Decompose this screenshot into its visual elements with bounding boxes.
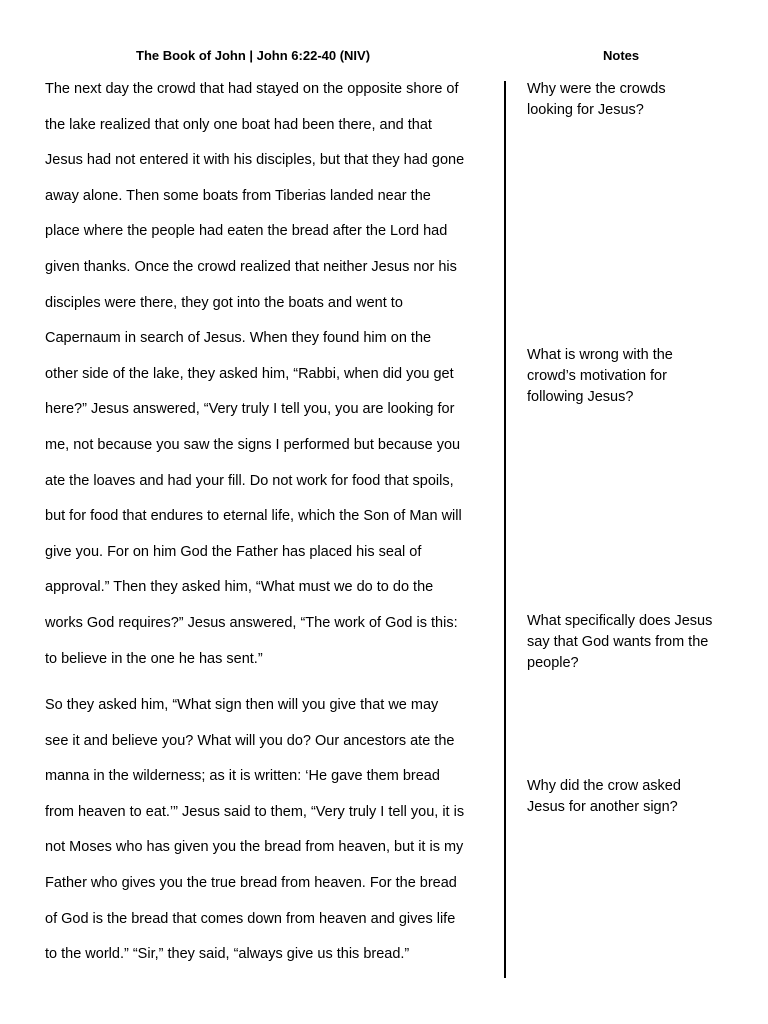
scripture-line: Jesus had not entered it with his disciples, but that they had gone <box>45 152 465 169</box>
scripture-line: approval.” Then they asked him, “What must we do to do the <box>45 579 434 596</box>
column-divider <box>504 81 506 978</box>
scripture-line: So they asked him, “What sign then will you give that we may <box>45 697 439 713</box>
scripture-line: to the world.” “Sir,” they said, “always give us this bread.” <box>45 946 410 963</box>
scripture-line: Father who gives you the true bread from heaven. For the bread <box>45 874 457 891</box>
note-line: crowd’s motivation for <box>527 368 667 384</box>
scripture-line: away alone. Then some boats from Tiberias landed near the <box>45 187 431 204</box>
scripture-line: of God is the bread that comes down from heaven and gives life <box>45 910 456 927</box>
note-question-4 <box>527 776 757 818</box>
note-question-1 <box>527 79 757 121</box>
scripture-line: me, not because you saw the signs I performed but because you <box>45 436 461 453</box>
scripture-line: to believe in the one he has sent.” <box>45 650 263 667</box>
note-line: Jesus for another sign? <box>527 799 678 815</box>
scripture-line: given thanks. Once the crowd realized that neither Jesus nor his <box>45 258 457 275</box>
scripture-line: works God requires?” Jesus answered, “The work of God is this: <box>45 614 458 631</box>
scripture-line: The next day the crowd that had stayed on the opposite shore of <box>45 81 459 97</box>
note-question-2 <box>527 345 757 408</box>
scripture-line: but for food that endures to eternal life, which the Son of Man will <box>45 508 462 525</box>
scripture-paragraph-1 <box>45 72 495 677</box>
scripture-line: other side of the lake, they asked him, “Rabbi, when did you get <box>45 365 454 382</box>
scripture-line: here?” Jesus answered, “Very truly I tell you, you are looking for <box>45 401 455 418</box>
scripture-line: from heaven to eat.’” Jesus said to them, “Very truly I tell you, it is <box>45 803 465 820</box>
note-line: looking for Jesus? <box>527 102 644 118</box>
note-question-3 <box>527 611 757 674</box>
scripture-line: give you. For on him God the Father has placed his seal of <box>45 543 422 560</box>
note-line: Why were the crowds <box>527 81 666 97</box>
note-line: What specifically does Jesus <box>527 613 713 629</box>
scripture-line: not Moses who has given you the bread from heaven, but it is my <box>45 839 464 856</box>
page-title: The Book of John | John 6:22-40 (NIV) <box>136 48 371 63</box>
scripture-line: the lake realized that only one boat had been there, and that <box>45 116 432 133</box>
note-line: What is wrong with the <box>527 347 673 363</box>
scripture-line: Capernaum in search of Jesus. When they found him on the <box>45 330 432 347</box>
scripture-paragraph-2 <box>45 688 495 973</box>
scripture-line: manna in the wilderness; as it is written: ‘He gave them bread <box>45 768 440 785</box>
note-line: Why did the crow asked <box>527 778 681 794</box>
notes-column-title: Notes <box>603 48 640 63</box>
scripture-line: place where the people had eaten the bread after the Lord had <box>45 223 448 240</box>
scripture-line: ate the loaves and had your fill. Do not work for food that spoils, <box>45 472 454 489</box>
note-line: say that God wants from the <box>527 634 709 650</box>
note-line: people? <box>527 655 579 671</box>
scripture-line: disciples were there, they got into the boats and went to <box>45 294 403 311</box>
note-line: following Jesus? <box>527 389 634 405</box>
scripture-line: see it and believe you? What will you do? Our ancestors ate the <box>45 732 455 749</box>
